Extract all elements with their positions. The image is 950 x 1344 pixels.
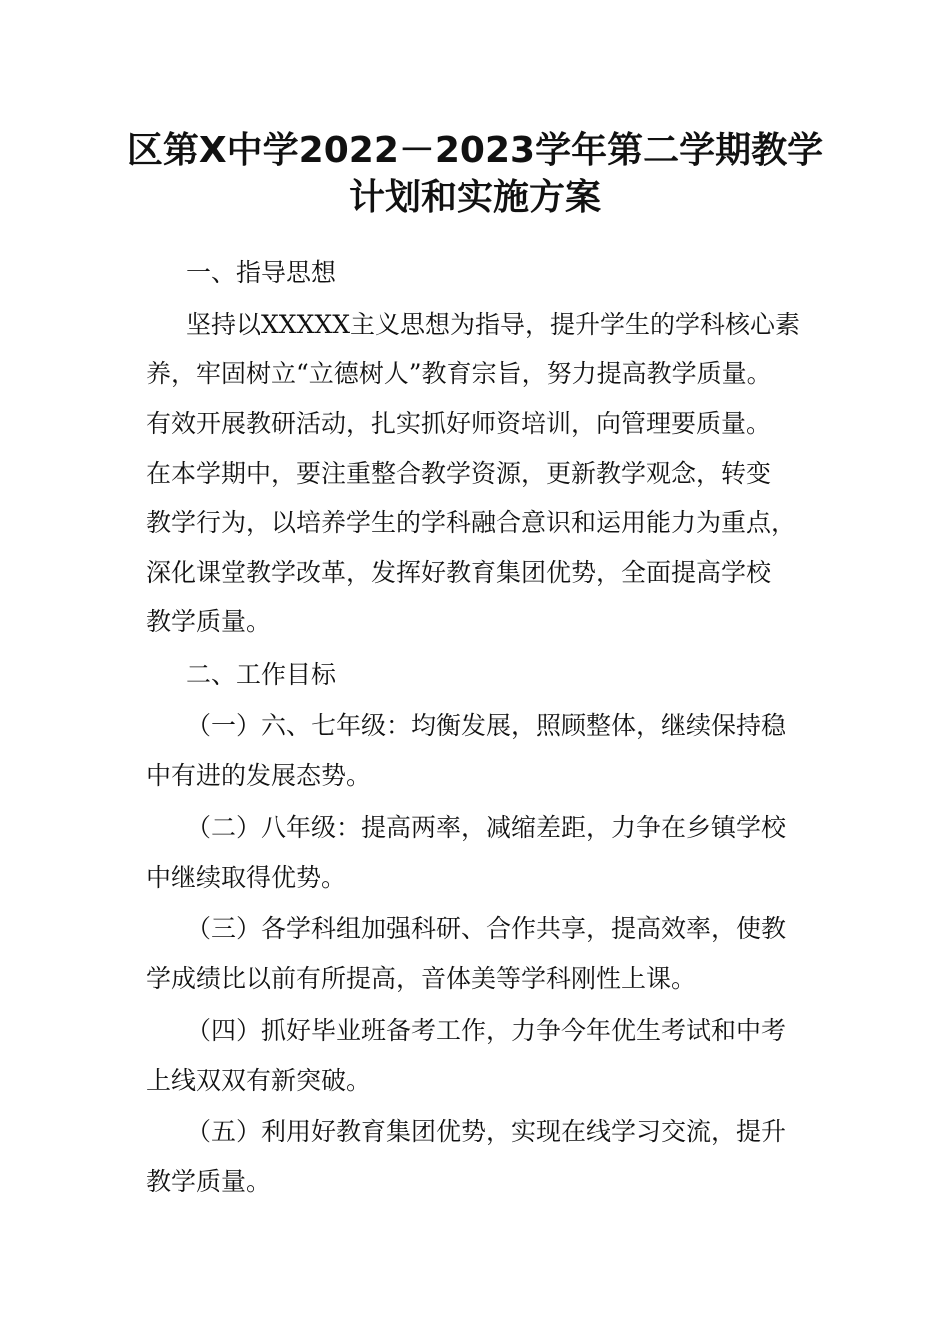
paragraph-line: 在本学期中，要注重整合教学资源，更新教学观念，转变: [146, 459, 772, 488]
paragraph-line: 教学质量。: [146, 607, 272, 636]
goal-item-line: （三）各学科组加强科研、合作共享，提高效率，使教: [186, 914, 787, 943]
goal-item-line: （四）抓好毕业班备考工作，力争今年优生考试和中考: [186, 1016, 787, 1045]
paragraph-line: 深化课堂教学改革，发挥好教育集团优势，全面提高学校: [146, 558, 772, 587]
goal-item-line: 中继续取得优势。: [146, 863, 347, 892]
goal-item-line: （五）利用好教育集团优势，实现在线学习交流，提升: [186, 1117, 787, 1146]
paragraph-line: 教学行为，以培养学生的学科融合意识和运用能力为重点，: [146, 508, 797, 537]
paragraph-line: 有效开展教研活动，扎实抓好师资培训，向管理要质量。: [146, 409, 772, 438]
goal-item-line: 中有进的发展态势。: [146, 761, 372, 790]
section-heading-guiding-thought: 一、指导思想: [186, 258, 337, 287]
paragraph-line: 坚持以XXXXX主义思想为指导，提升学生的学科核心素: [186, 310, 800, 339]
section-heading-work-goals: 二、工作目标: [186, 660, 337, 689]
goal-item-line: （二）八年级：提高两率，减缩差距，力争在乡镇学校: [186, 813, 787, 842]
paragraph-line: 养，牢固树立“立德树人”教育宗旨，努力提高教学质量。: [146, 359, 772, 388]
goal-item-line: （一）六、七年级：均衡发展，照顾整体，继续保持稳: [186, 711, 787, 740]
document-title-line-1: 区第X中学2022－2023学年第二学期教学: [126, 130, 824, 171]
goal-item-line: 学成绩比以前有所提高，音体美等学科刚性上课。: [146, 964, 697, 993]
document-title-line-2: 计划和实施方案: [348, 177, 601, 218]
goal-item-line: 教学质量。: [146, 1167, 272, 1196]
goal-item-line: 上线双双有新突破。: [146, 1066, 372, 1095]
